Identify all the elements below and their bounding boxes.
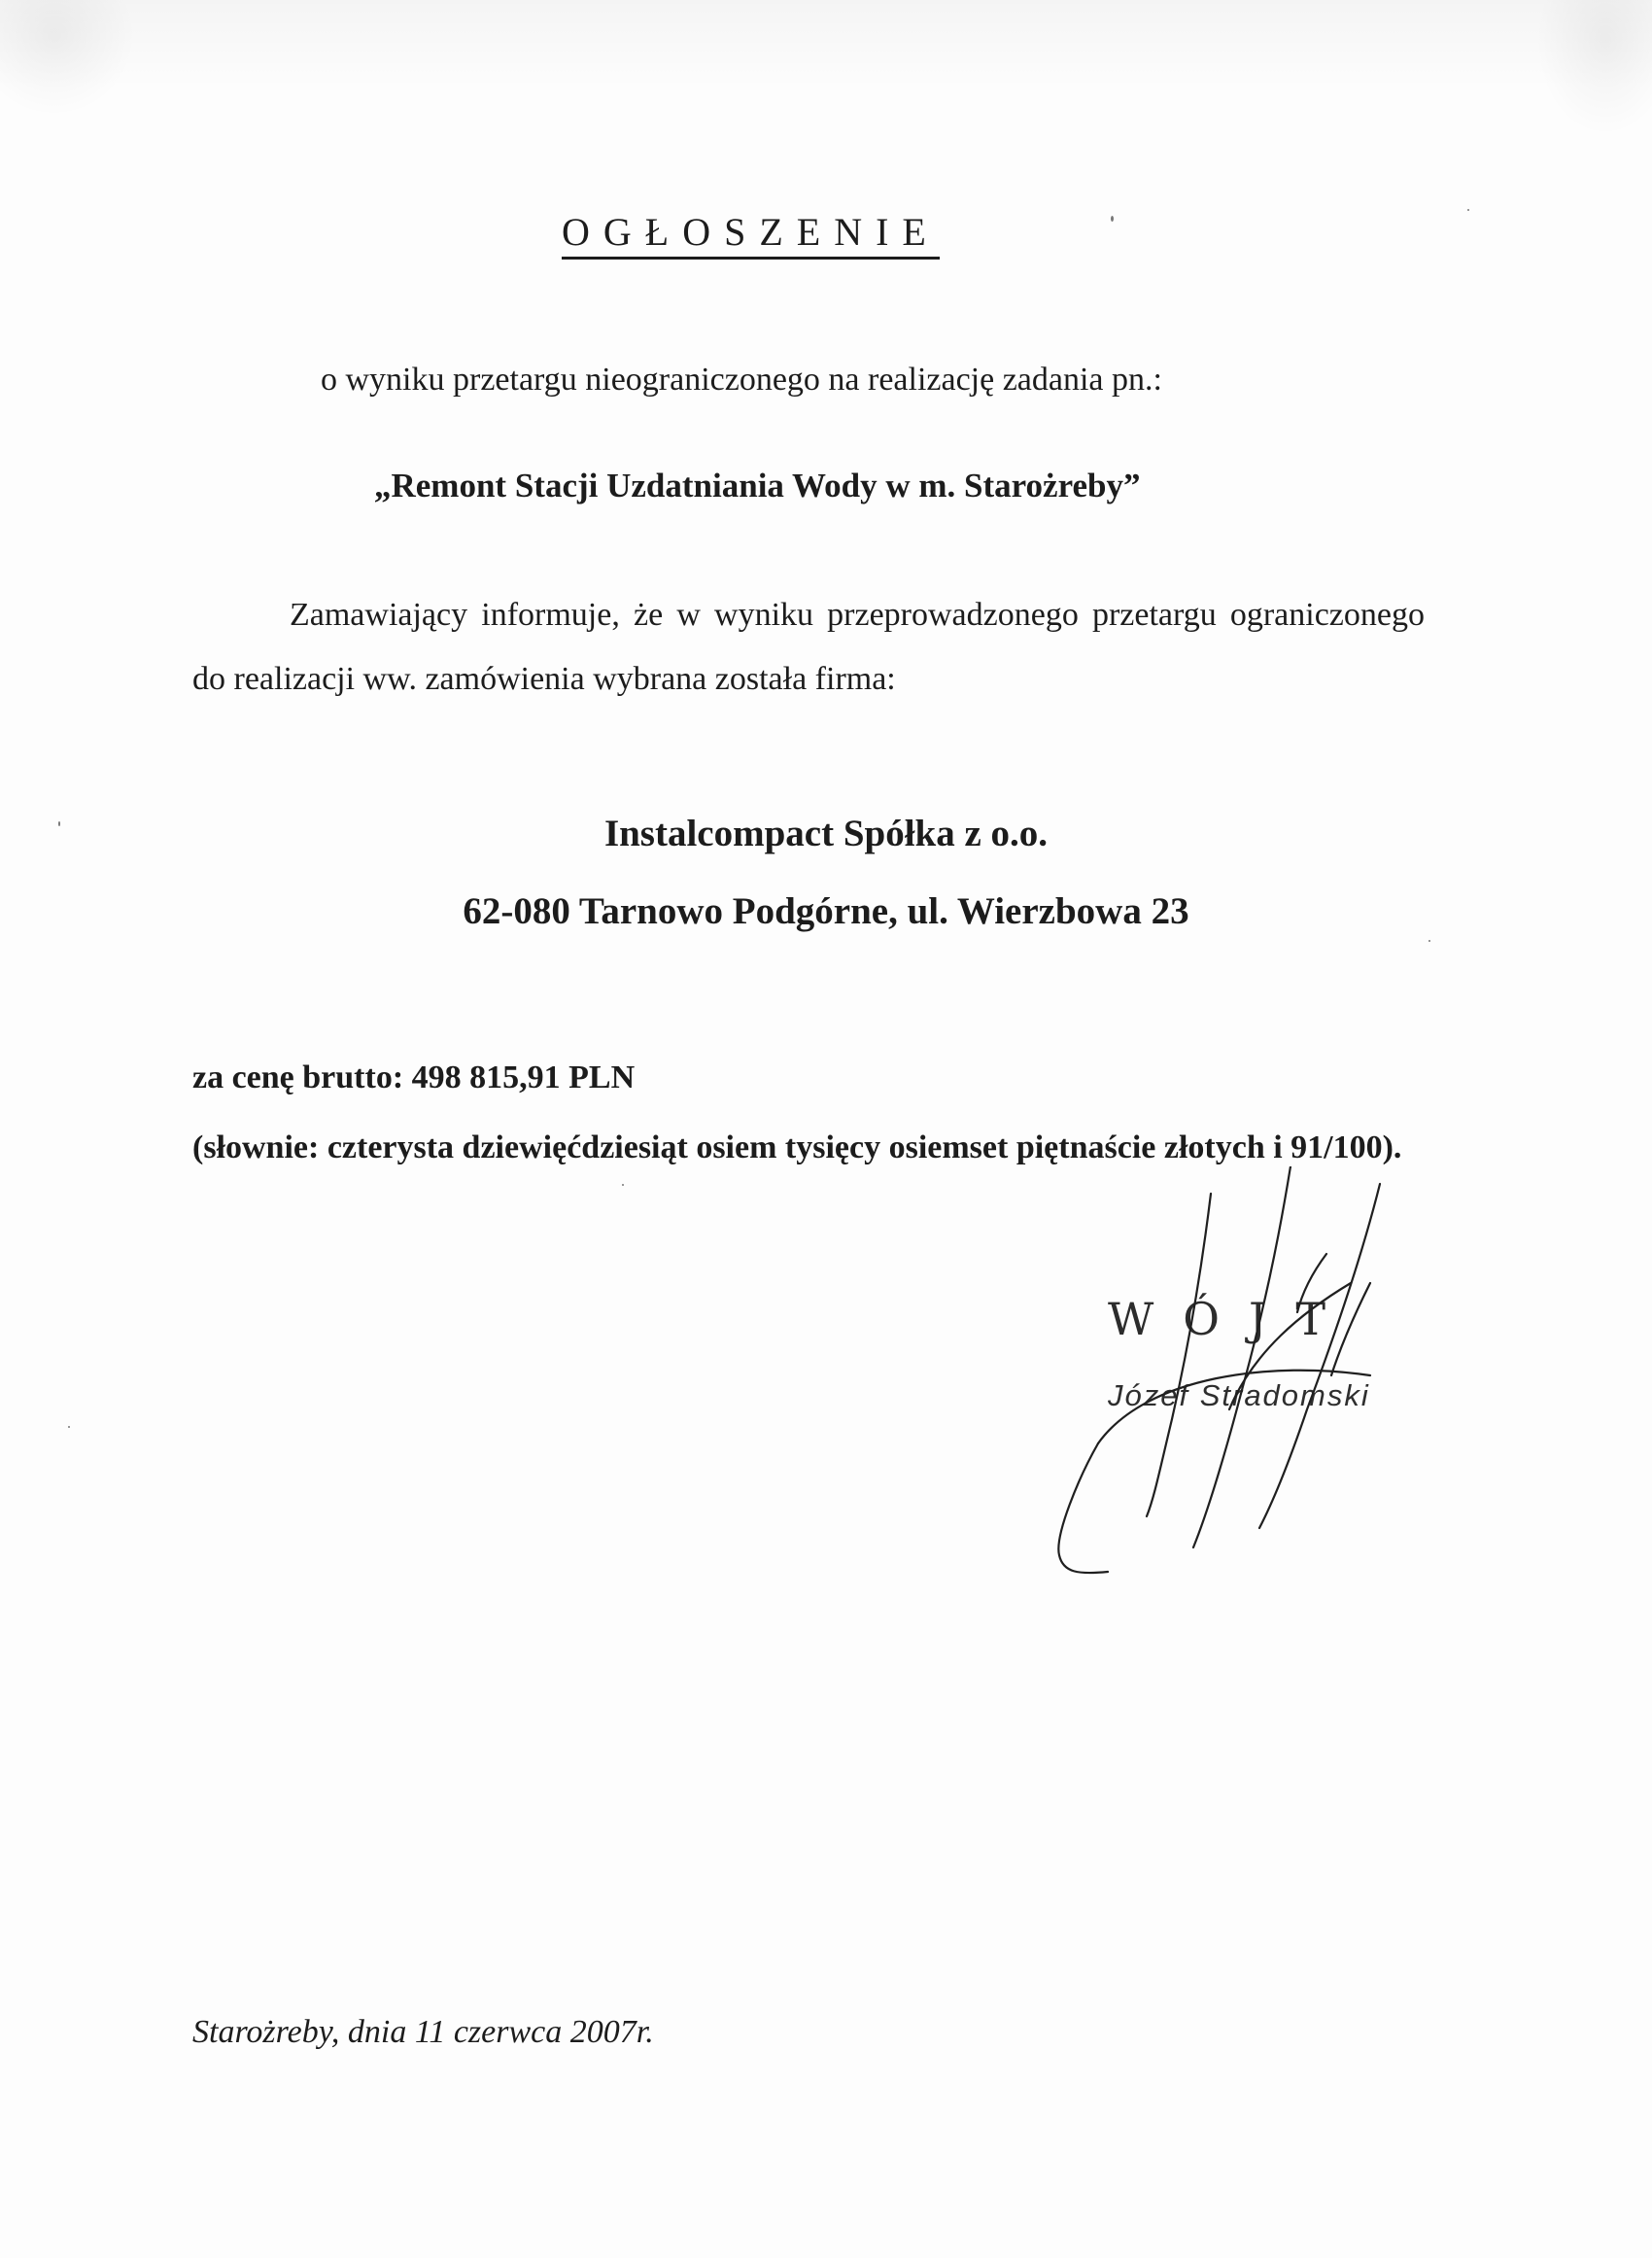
scan-shading-top [0,0,1652,87]
scan-speck [622,1184,624,1186]
announcement-title: OGŁOSZENIE [562,209,940,260]
scan-shading-right [1535,0,1652,136]
stamp-title: WÓJT [1108,1293,1356,1345]
announcement-subtitle: o wyniku przetargu nieograniczonego na realizację zadania pn.: [321,362,1162,398]
scan-shading-left [0,0,136,117]
intro-paragraph: Zamawiający informuje, że w wyniku przeprowadzonego przetargu ograniczonego do realizacji ww. zamówienia wybrana została firma: [192,597,1425,697]
place-and-date: Starożreby, dnia 11 czerwca 2007r. [192,2014,654,2050]
scan-speck [1111,216,1114,222]
handwritten-signature [981,1166,1409,1575]
price-in-words: (słownie: czterysta dziewięćdziesiąt osiem tysięcy osiemset piętnaście złotych i 91/100). [192,1129,1402,1165]
company-address: 62-080 Tarnowo Podgórne, ul. Wierzbowa 23 [463,890,1189,932]
scan-speck [1428,940,1430,942]
stamp-name: Józef Stradomski [1108,1378,1370,1412]
scan-speck [68,1426,70,1428]
project-name: „Remont Stacji Uzdatniania Wody w m. Starożreby” [374,467,1141,504]
company-name: Instalcompact Spółka z o.o. [603,813,1049,854]
scan-speck [1467,209,1469,211]
gross-price: za cenę brutto: 498 815,91 PLN [192,1060,636,1095]
scan-speck [58,821,60,826]
